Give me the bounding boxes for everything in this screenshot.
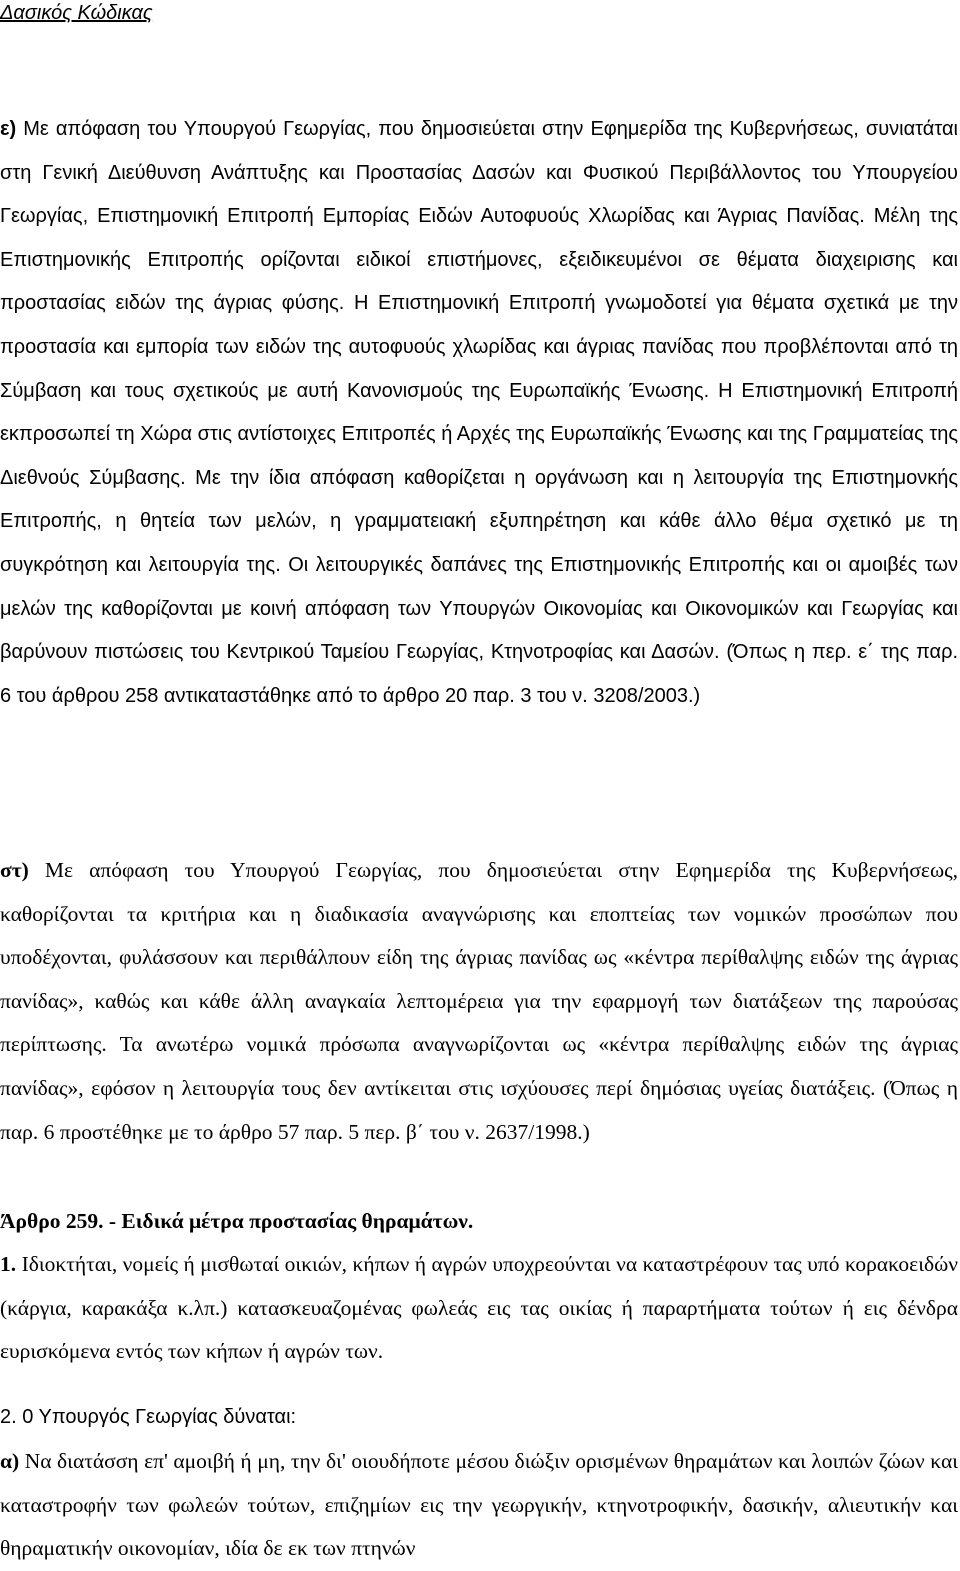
article-title: Άρθρο 259. - Ειδικά μέτρα προστασίας θηραμάτων. bbox=[0, 1209, 474, 1233]
paragraph-marker: α) bbox=[0, 1449, 20, 1473]
paragraph-text: Ιδιοκτήται, νομείς ή μισθωταί οικιών, κήπων ή αγρών υποχρεούνται να καταστρέφουν τας υπό κορακοειδών (κάργια, καρακάξα κ.λπ.) κατασκευαζομένας φωλεάς εις τας οικίας ή παραρτήματα τούτων ή εις δένδρα ευρισκόμενα εντός των κήπων ή αγρών των. bbox=[0, 1252, 958, 1364]
paragraph-st bbox=[0, 849, 958, 1154]
paragraph-text: Να διατάσση επ' αμοιβή ή μη, την δι' οιουδήποτε μέσου διώξιν ορισμένων θηραμάτων και λοιπών ζώων και καταστροφήν των φωλεών τούτων, επιζημίων εις την γεωργικήν, κτηνοτροφικήν, δασικήν, αλιευτικήν και θηραματικήν οικονομίαν, ιδία δε εκ των πτηνών bbox=[0, 1449, 959, 1561]
paragraph-marker: ε) bbox=[0, 118, 17, 140]
paragraph-marker: στ) bbox=[0, 858, 29, 882]
running-header: Δασικός Κώδικας bbox=[0, 2, 153, 24]
paragraph-1 bbox=[0, 1243, 958, 1374]
paragraph-text: 2. 0 Υπουργός Γεωργίας δύναται: bbox=[0, 1406, 297, 1428]
paragraph-marker: 1. bbox=[0, 1252, 17, 1276]
paragraph-text: Με απόφαση του Υπουργού Γεωργίας, που δημοσιεύεται στην Εφημερίδα της Κυβερνήσεως, καθορίζονται τα κριτήρια και η διαδικασία αναγνώρισης και εποπτείας των νομικών προσώπων που υποδέχονται, φυλάσσουν και περιθάλπουν είδη της άγριας πανίδας ως «κέντρα περίθαλψης ειδών της άγριας πανίδας», καθώς και κάθε άλλη αναγκαία λεπτομέρεια για την εφαρμογή των διατάξεων της παρούσας περίπτωσης. Τα ανωτέρω νομικά πρόσωπα αναγνωρίζονται ως «κέντρα περίθαλψης ειδών της άγριας πανίδας», εφόσον η λειτουργία τους δεν αντίκειται στις ισχύουσες περί δημόσιας υγείας διατάξεις. (Όπως η παρ. 6 προστέθηκε με το άρθρο 57 παρ. 5 περ. β΄ του ν. 2637/1998.) bbox=[0, 858, 959, 1144]
paragraph-e bbox=[0, 108, 958, 718]
paragraph-2 bbox=[0, 1396, 958, 1440]
paragraph-text: Με απόφαση του Υπουργού Γεωργίας, που δημοσιεύεται στην Εφημερίδα της Κυβερνήσεως, συνιατάται στη Γενική Διεύθυνση Ανάπτυξης και Προστασίας Δασών και Φυσικού Περιβάλλοντος του Υπουργείου Γεωργίας, Επιστημονική Επιτροπή Εμπορίας Ειδών Αυτοφυούς Χλωρίδας και Άγριας Πανίδας. Μέλη της Επιστημονικής Επιτροπής ορίζονται ειδικοί επιστήμονες, εξειδικευμένοι σε θέματα διαχειρισης και προστασίας ειδών της άγριας φύσης. Η Επιστημονική Επιτροπή γνωμοδοτεί για θέματα σχετικά με την προστασία και εμπορία των ειδών της αυτοφυούς χλωρίδας και άγριας πανίδας που προβλέπονται από τη Σύμβαση και τους σχετικούς με αυτή Κανονισμούς της Ευρωπαϊκής Ένωσης. Η Επιστημονική Επιτροπή εκπροσωπεί τη Χώρα στις αντίστοιχες Επιτροπές ή Αρχές της Ευρωπαϊκής Ένωσης και της Γραμματείας της Διεθνούς Σύμβασης. Με την ίδια απόφαση καθορίζεται η οργάνωση και η λειτουργία της Επιστημονκής Επιτροπής, η θητεία των μελών, η γραμματειακή εξυπηρέτηση και κάθε άλλο θέμα σχετικό με τη συγκρότηση και λειτουργία της. Οι λειτουργικές δαπάνες της Επιστημονικής Επιτροπής και οι αμοιβές των μελών της καθορίζονται με κοινή απόφαση των Υπουργών Οικονομίας και Οικονομικών και Γεωργίας και βαρύνουν πιστώσεις του Κεντρικού Ταμείου Γεωργίας, Κτηνοτροφίας και Δασών. (Όπως η περ. ε΄ της παρ. 6 του άρθρου 258 αντικαταστάθηκε από το άρθρο 20 παρ. 3 του ν. 3208/2003.) bbox=[0, 118, 958, 707]
article-heading bbox=[0, 1200, 958, 1244]
paragraph-a bbox=[0, 1440, 958, 1571]
